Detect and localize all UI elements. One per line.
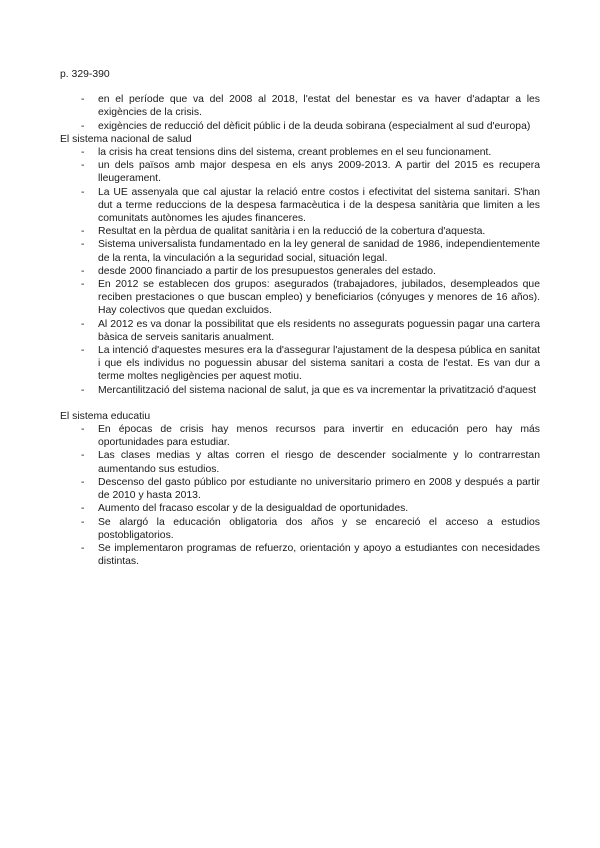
list-item-text: En 2012 se establecen dos grupos: asegurados (trabajadores, jubilados, desempleados que reciben prestaciones o que buscan empleo) y beneficiarios (cónyuges y menores de 16 años). Hay colectivos que quedan excluidos. xyxy=(98,279,540,317)
list-item xyxy=(60,146,540,159)
section-heading-health: El sistema nacional de salud xyxy=(60,133,192,145)
dash-bullet: - xyxy=(81,476,85,488)
dash-bullet: - xyxy=(81,516,85,528)
list-item xyxy=(60,476,540,502)
list-item-text: Resultat en la pèrdua de qualitat sanitària i en la reducció de la cobertura d'aquesta. xyxy=(98,226,486,238)
list-item-text: un dels països amb major despesa en els anys 2009-2013. A partir del 2015 es recupera lleugerament. xyxy=(98,160,540,185)
list-item-text: Al 2012 es va donar la possibilitat que els residents no assegurats poguessin pagar una cartera bàsica de serveis sanitaris anualment. xyxy=(98,318,540,343)
list-item-text: la crisis ha creat tensions dins del sistema, creant problemes en el seu funcionament. xyxy=(98,147,492,159)
list-item-text: La intenció d'aquestes mesures era la d'assegurar l'ajustament de la despesa pública en sanitat i que els individus no poguessin abusar del sistema sanitari a costa de l'estat. Es van dur a terme moltes negligències per aquest motiu. xyxy=(98,345,540,383)
list-item xyxy=(60,238,540,264)
list-item-text: La UE assenyala que cal ajustar la relació entre costos i efectivitat del sistema sanitari. S'han dut a terme reduccions de la despesa farmacèutica i de la despesa sanitària que limiten a les comunitats autònomes les ajudes financeres. xyxy=(98,186,540,225)
list-item-text: Las clases medias y altas corren el riesgo de descender socialmente y lo contrarrestan aumentando sus estudios. xyxy=(98,450,540,475)
list-item-text: Mercantilització del sistema nacional de salut, ja que es va incrementar la privatització d'aquest xyxy=(98,384,537,396)
list-item-text: Se alargó la educación obligatoria dos años y se encareció el acceso a estudios postobligatorios. xyxy=(98,516,540,541)
health-list xyxy=(60,146,540,397)
dash-bullet: - xyxy=(81,94,85,106)
dash-bullet: - xyxy=(81,424,85,436)
dash-bullet: - xyxy=(81,239,85,251)
list-item xyxy=(60,542,540,568)
list-item-text: En épocas de crisis hay menos recursos para invertir en educación pero hay más oportunidades para estudiar. xyxy=(98,424,540,449)
dash-bullet: - xyxy=(81,318,85,330)
list-item xyxy=(60,516,540,542)
section-spacer xyxy=(60,397,540,410)
dash-bullet: - xyxy=(81,226,85,238)
list-item xyxy=(60,502,540,515)
list-item xyxy=(60,278,540,318)
dash-bullet: - xyxy=(81,345,85,357)
list-item xyxy=(60,384,540,397)
list-item-text: en el període que va del 2008 al 2018, l'estat del benestar es va haver d'adaptar a les exigències de la crisis. xyxy=(98,94,540,119)
list-item-text: Aumento del fracaso escolar y de la desigualdad de oportunidades. xyxy=(98,503,409,515)
dash-bullet: - xyxy=(81,450,85,462)
dash-bullet: - xyxy=(81,542,85,554)
dash-bullet: - xyxy=(81,147,85,159)
list-item xyxy=(60,318,540,344)
list-item-text: Descenso del gasto público por estudiante no universitario primero en 2008 y después a partir de 2010 y hasta 2013. xyxy=(98,476,540,502)
dash-bullet: - xyxy=(81,503,85,515)
list-item-text: Se implementaron programas de refuerzo, orientación y apoyo a estudiantes con necesidades distintas. xyxy=(98,542,540,568)
list-item xyxy=(60,344,540,384)
dash-bullet: - xyxy=(81,160,85,172)
list-item xyxy=(60,225,540,238)
list-item-text: desde 2000 financiado a partir de los presupuestos generales del estado. xyxy=(98,265,436,277)
list-item xyxy=(60,423,540,449)
dash-bullet: - xyxy=(81,186,85,198)
list-item xyxy=(60,93,540,119)
intro-list xyxy=(60,93,540,133)
education-list xyxy=(60,423,540,568)
list-item-text: Sistema universalista fundamentado en la ley general de sanidad de 1986, independientemente de la renta, la vinculación a la seguridad social, situación legal. xyxy=(98,239,540,264)
dash-bullet: - xyxy=(81,384,85,396)
document-body xyxy=(60,68,540,568)
list-item xyxy=(60,120,540,133)
list-item xyxy=(60,265,540,278)
section-heading-education: El sistema educatiu xyxy=(60,410,151,422)
dash-bullet: - xyxy=(81,120,85,132)
dash-bullet: - xyxy=(81,279,85,291)
list-item xyxy=(60,449,540,475)
dash-bullet: - xyxy=(81,265,85,277)
page-reference: p. 329-390 xyxy=(60,69,110,80)
list-item xyxy=(60,159,540,185)
list-item-text: exigències de reducció del dèficit públic i de la deuda sobirana (especialment al sud d'europa) xyxy=(98,120,531,132)
list-item xyxy=(60,186,540,226)
